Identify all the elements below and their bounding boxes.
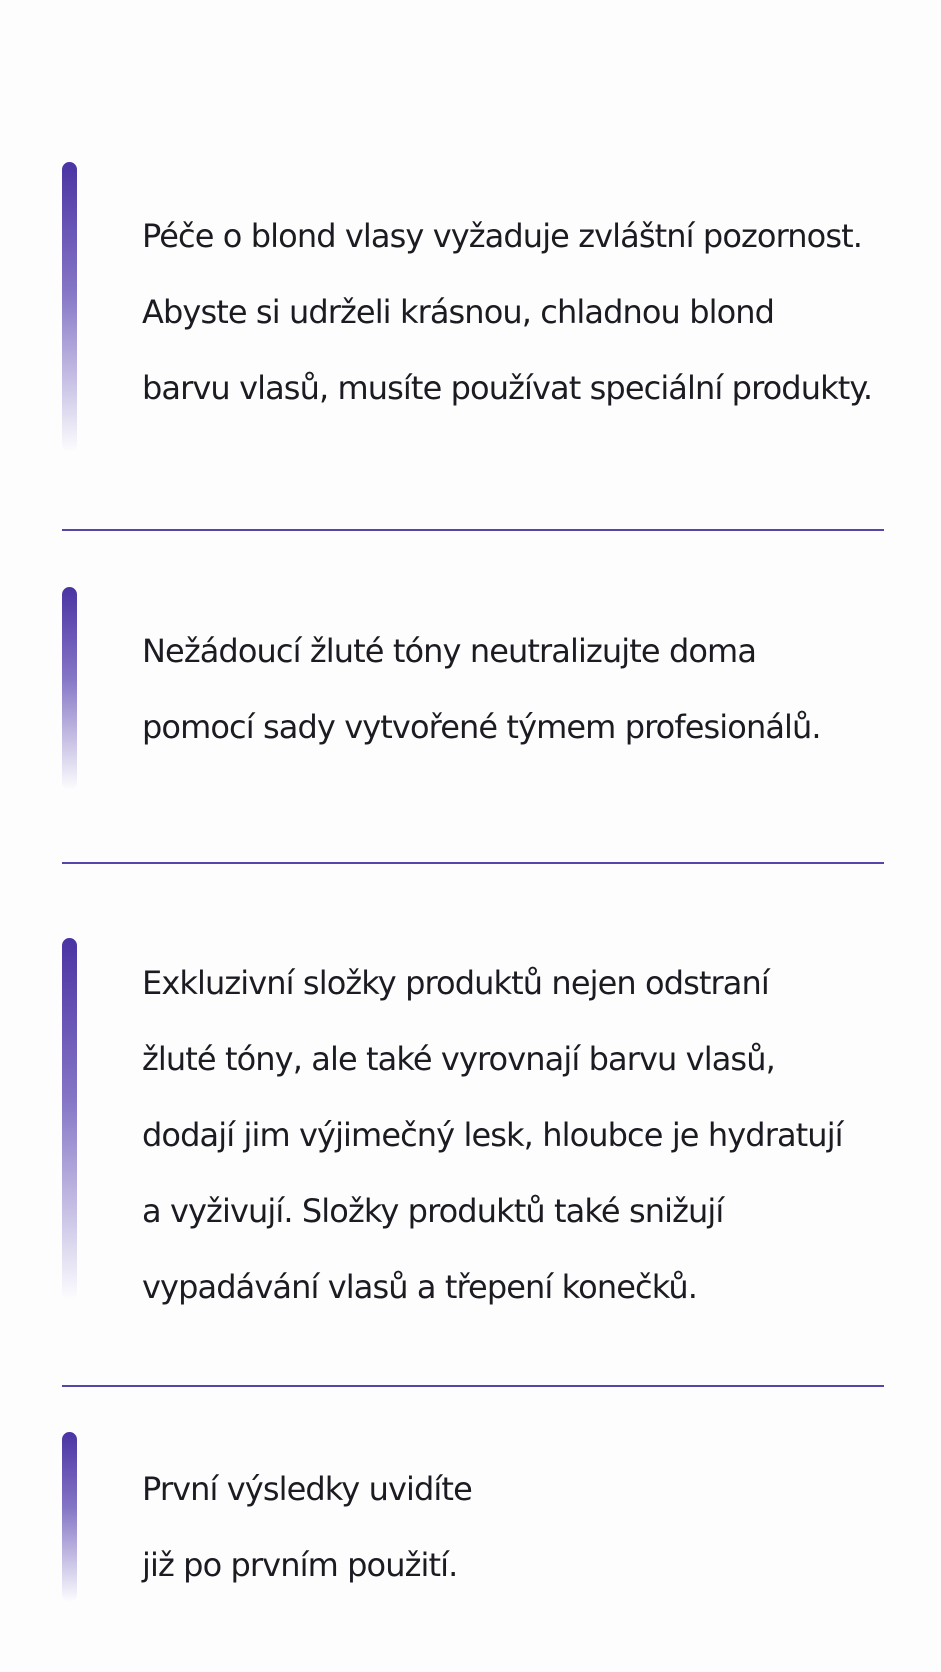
paragraph-line: Péče o blond vlasy vyžaduje zvláštní pozornost. bbox=[142, 217, 863, 255]
paragraph bbox=[142, 945, 843, 1325]
section-divider bbox=[62, 529, 884, 531]
paragraph-line: Exkluzivní složky produktů nejen odstraní bbox=[142, 964, 769, 1002]
paragraph-line: dodají jim výjimečný lesk, hloubce je hydratují bbox=[142, 1116, 843, 1154]
paragraph-line: vypadávání vlasů a třepení konečků. bbox=[142, 1268, 698, 1306]
paragraph-line: a vyživují. Složky produktů také snižují bbox=[142, 1192, 724, 1230]
paragraph-line: žluté tóny, ale také vyrovnají barvu vlasů, bbox=[142, 1040, 775, 1078]
accent-bar bbox=[62, 1432, 77, 1602]
paragraph-line: Nežádoucí žluté tóny neutralizujte doma bbox=[142, 632, 757, 670]
section-divider bbox=[62, 862, 884, 864]
paragraph-line: Abyste si udrželi krásnou, chladnou blond bbox=[142, 293, 775, 331]
accent-bar bbox=[62, 587, 77, 790]
paragraph-line: pomocí sady vytvořené týmem profesionálů. bbox=[142, 708, 821, 746]
paragraph bbox=[142, 613, 821, 765]
section-divider bbox=[62, 1385, 884, 1387]
paragraph bbox=[142, 198, 872, 426]
paragraph-line: již po prvním použití. bbox=[142, 1546, 458, 1584]
paragraph-line: barvu vlasů, musíte používat speciální produkty. bbox=[142, 369, 873, 407]
paragraph-line: První výsledky uvidíte bbox=[142, 1470, 472, 1508]
accent-bar bbox=[62, 162, 77, 452]
accent-bar bbox=[62, 938, 77, 1300]
paragraph bbox=[142, 1451, 472, 1603]
